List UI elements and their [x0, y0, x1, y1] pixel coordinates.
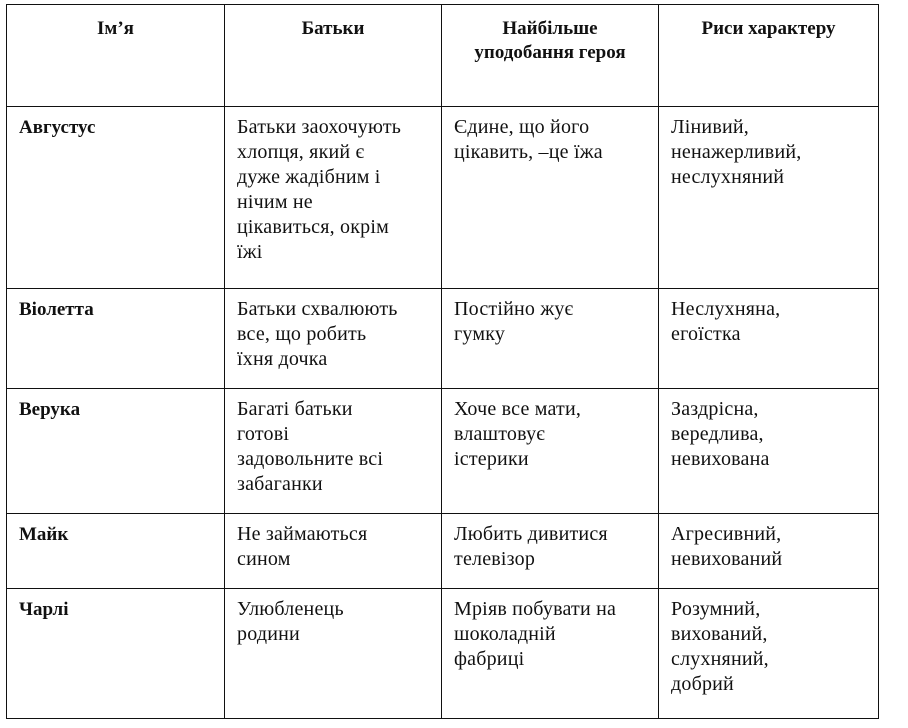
- header-preference: Найбільше уподобання героя: [442, 5, 659, 107]
- table-row: [7, 589, 879, 719]
- row-name: Августус: [7, 107, 225, 289]
- table-row: [7, 289, 879, 389]
- header-parents: Батьки: [225, 5, 442, 107]
- table-row: [7, 514, 879, 589]
- row-name: Чарлі: [7, 589, 225, 719]
- table-header-row: [7, 5, 879, 107]
- row-parents: Улюбленець родини: [225, 589, 442, 719]
- table-row: [7, 107, 879, 289]
- row-preference: Мріяв побувати на шоколадній фабриці: [442, 589, 659, 719]
- row-name: Віолетта: [7, 289, 225, 389]
- row-preference: Постійно жує гумку: [442, 289, 659, 389]
- row-preference: Любить дивитися телевізор: [442, 514, 659, 589]
- row-parents: Не займаються сином: [225, 514, 442, 589]
- row-traits: Неслухняна, егоїстка: [659, 289, 879, 389]
- row-name: Майк: [7, 514, 225, 589]
- row-traits: Розумний, вихований, слухняний, добрий: [659, 589, 879, 719]
- row-preference: Хоче все мати, влаштовує істерики: [442, 389, 659, 514]
- header-traits: Риси характеру: [659, 5, 879, 107]
- row-parents: Батьки заохочують хлопця, який є дуже жадібним і нічим не цікавиться, окрім їжі: [225, 107, 442, 289]
- characters-table: [6, 4, 879, 719]
- header-name: Ім’я: [7, 5, 225, 107]
- row-traits: Заздрісна, вередлива, невихована: [659, 389, 879, 514]
- table-row: [7, 389, 879, 514]
- row-traits: Лінивий, ненажерливий, неслухняний: [659, 107, 879, 289]
- row-parents: Батьки схвалюють все, що робить їхня дочка: [225, 289, 442, 389]
- row-name: Верука: [7, 389, 225, 514]
- row-traits: Агресивний, невихований: [659, 514, 879, 589]
- row-preference: Єдине, що його цікавить, –це їжа: [442, 107, 659, 289]
- row-parents: Багаті батьки готові задовольните всі забаганки: [225, 389, 442, 514]
